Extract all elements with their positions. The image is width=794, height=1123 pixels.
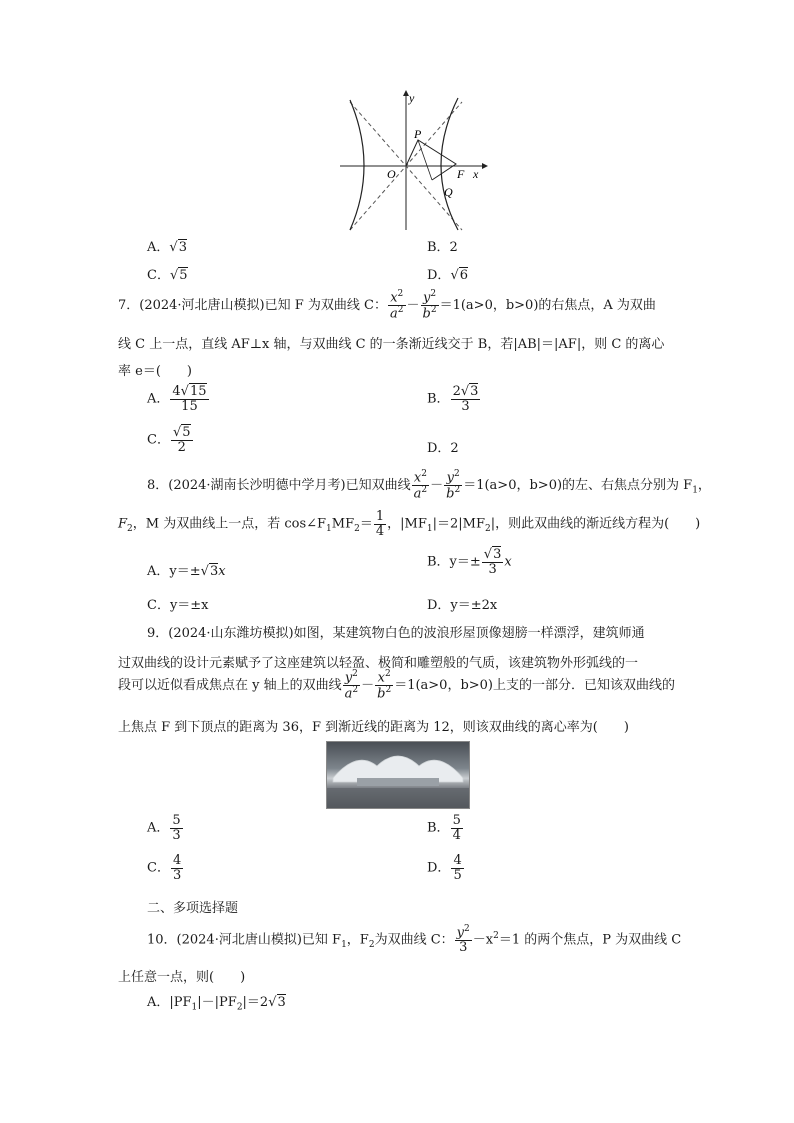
q10-line1: 10．(2024·河北唐山模拟)已知 $F_1$，$F_2$为双曲线 C： $\frac{y^2}{3}$ $-x^2=1$ 的两个焦点，P 为双曲线 C [147,924,682,955]
q9-option-a: A． $\frac{5}{3}$ [147,813,181,843]
q9-line1: 9．(2024·山东潍坊模拟)如图，某建筑物白色的波浪形屋顶像翅膀一样漂浮，建筑师通 [147,626,645,641]
q8-line2: $F_2$，M 为双曲线上一点，若 $\cos\angle F_1MF_2=$ $\frac{1}{4}$ ，$|MF_1|=2|MF_2|$，则此双曲线的渐近线方程为( ) [118,509,701,539]
frac-x2-a2: $\frac{x^2}{a^2}$ [390,289,404,322]
q9-line2: 过双曲线的设计元素赋予了这座建筑以轻盈、极简和雕塑般的气质，该建筑物外形弧线的一 [118,656,639,671]
section-heading: 二、多项选择题 [147,901,239,916]
q10-option-a: A．$|PF_1|-|PF_2|=2√3$ [147,995,286,1013]
building-roof-illustration [327,742,469,808]
q9-line3: 段可以近似看成焦点在 y 轴上的双曲线 $\frac{y^2}{a^2}$ － $\frac{x^2}{b^2}$ ＝1(a>0，b>0)上支的一部分．已知该双曲线的 [118,669,676,702]
q8-option-c: C．y＝±x [147,598,209,613]
x-axis-arrow [482,163,488,169]
q8-option-b: B．y＝± $\frac{√3}{3}$ x [427,547,512,577]
q9-option-c: C． $\frac{4}{3}$ [147,853,182,883]
q6-option-b: B．2 [427,240,458,255]
q7-line2: 线 C 上一点，直线 AF⊥x 轴，与双曲线 C 的一条渐近线交于 B，若|AB|＝|AF|，则 C 的离心 [118,337,665,352]
label-y: y [409,91,415,105]
hyperbola-left-branch [350,100,364,230]
label-F: F [457,167,465,181]
q8-option-d: D．y＝±2x [427,598,498,613]
q9-option-d: D． $\frac{4}{5}$ [427,853,462,883]
label-O: O [387,167,396,181]
segment-OPFQ [406,140,456,180]
q9-option-b: B． $\frac{5}{4}$ [427,813,461,843]
q7-option-b: B． $\frac{2√3}{3}$ [427,384,479,414]
q6-option-a: A．√3 [147,240,187,255]
q6-option-c: C．√5 [147,268,188,283]
building-photo [326,741,470,809]
q8-option-a: A．y＝±√3x [147,564,226,579]
label-P: P [414,127,422,141]
q8-line1: 8．(2024·湖南长沙明德中学月考)已知双曲线 $\frac{x^2}{a^2}$ － $\frac{y^2}{b^2}$ ＝1(a>0，b>0)的左、右焦点分别为 $F_1$， [147,469,711,502]
q7-option-c: C． $\frac{√5}{2}$ [147,425,191,455]
label-x: x [473,167,479,181]
frac-y2-b2: $\frac{y^2}{b^2}$ [422,289,437,322]
q7-option-a: A． $\frac{4√15}{15}$ [147,384,207,414]
q10-line2: 上任意一点，则( ) [118,970,246,985]
segment-PQ [418,140,432,180]
label-Q: Q [444,185,453,199]
hyperbola-figure [340,88,490,233]
q7-line3: 率 e＝( ) [118,364,192,379]
q7-line1: 7．(2024·河北唐山模拟)已知 F 为双曲线 C： $\frac{x^2}{a^2}$ － $\frac{y^2}{b^2}$ ＝1(a>0，b>0)的右焦点，A 为双曲 [118,289,656,322]
q7-option-d: D．2 [427,441,459,456]
q6-option-d: D．√6 [427,268,469,283]
q9-line4: 上焦点 F 到下顶点的距离为 36，F 到渐近线的距离为 12，则该双曲线的离心率为( ) [118,720,629,735]
